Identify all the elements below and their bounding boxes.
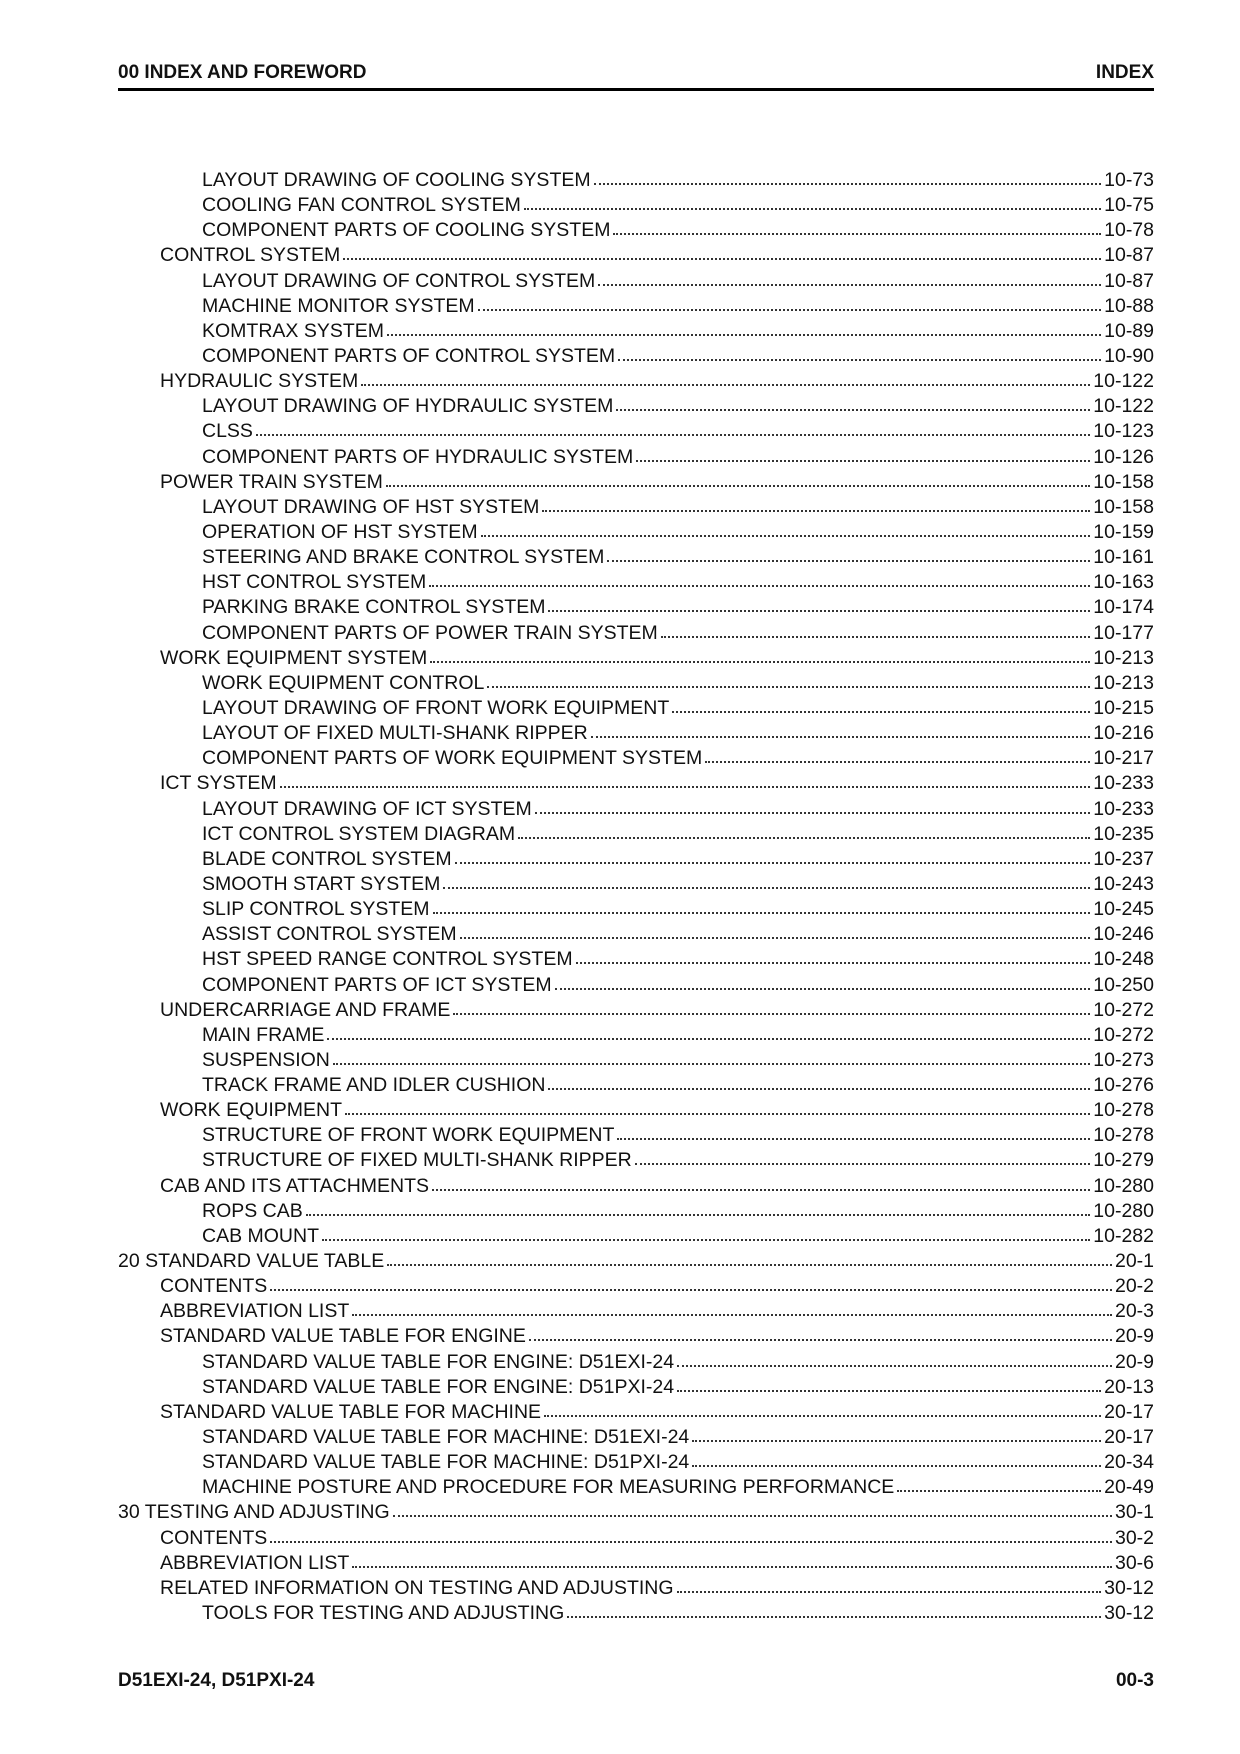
dot-leader [616,395,1090,411]
dot-leader [352,1300,1112,1316]
toc-entry[interactable] [118,219,1154,244]
toc-entry[interactable] [118,848,1154,873]
page-header [118,58,1154,84]
toc-entry-title: HST SPEED RANGE CONTROL SYSTEM [202,948,573,971]
toc-entry-title: MACHINE MONITOR SYSTEM [202,294,475,317]
toc-entry-page: 10-89 [1104,319,1154,342]
toc-entry[interactable] [118,1200,1154,1225]
toc-entry[interactable] [118,420,1154,445]
page-number: 00-3 [1115,1670,1154,1691]
toc-entry-title: STEERING AND BRAKE CONTROL SYSTEM [202,546,605,569]
toc-entry-title: COMPONENT PARTS OF WORK EQUIPMENT SYSTEM [202,747,703,770]
toc-entry-page: 10-272 [1093,998,1154,1021]
toc-entry[interactable] [118,571,1154,596]
toc-entry-page: 10-213 [1093,646,1154,669]
toc-entry[interactable] [118,622,1154,647]
toc-entry-title: COMPONENT PARTS OF COOLING SYSTEM [202,219,611,242]
toc-entry[interactable] [118,1175,1154,1200]
toc-entry[interactable] [118,1577,1154,1602]
toc-entry-page: 10-158 [1093,470,1154,493]
dot-leader [518,823,1090,839]
toc-entry-page: 10-246 [1093,923,1154,946]
toc-entry-page: 10-273 [1093,1048,1154,1071]
toc-entry-page: 10-174 [1093,596,1154,619]
toc-entry-title: STANDARD VALUE TABLE FOR ENGINE: D51PXI-24 [202,1375,675,1398]
toc-entry-page: 10-163 [1093,571,1154,594]
toc-entry-title: COOLING FAN CONTROL SYSTEM [202,194,521,217]
toc-entry-title: STANDARD VALUE TABLE FOR MACHINE: D51PXI-24 [202,1451,690,1474]
section-title: 00 INDEX AND FOREWORD [118,62,367,83]
toc-entry[interactable] [118,672,1154,697]
toc-entry[interactable] [118,1527,1154,1552]
dot-leader [280,772,1091,788]
toc-entry-title: ABBREVIATION LIST [160,1300,350,1323]
toc-entry-page: 20-3 [1114,1300,1154,1323]
dot-leader [672,697,1090,713]
toc-entry[interactable] [118,923,1154,948]
toc-entry[interactable] [118,1275,1154,1300]
toc-entry-page: 10-233 [1093,772,1154,795]
dot-leader [529,1325,1112,1341]
dot-leader [430,647,1090,663]
toc-entry-page: 10-235 [1093,822,1154,845]
toc-entry-page: 20-49 [1104,1476,1154,1499]
toc-entry-page: 30-12 [1104,1602,1154,1625]
toc-entry-title: COMPONENT PARTS OF HYDRAULIC SYSTEM [202,445,634,468]
toc-entry-page: 10-75 [1104,194,1154,217]
toc-entry-title: HYDRAULIC SYSTEM [160,370,359,393]
toc-entry-title: COMPONENT PARTS OF CONTROL SYSTEM [202,344,616,367]
toc-entry[interactable] [118,1602,1154,1627]
dot-leader [598,270,1101,286]
dot-leader [544,1401,1101,1417]
toc-entry-title: TRACK FRAME AND IDLER CUSHION [202,1074,546,1097]
toc-entry-page: 10-87 [1104,244,1154,267]
toc-entry-page: 10-158 [1093,495,1154,518]
dot-leader [343,244,1101,260]
toc-entry-title: COMPONENT PARTS OF POWER TRAIN SYSTEM [202,621,658,644]
toc-entry-title: STRUCTURE OF FRONT WORK EQUIPMENT [202,1124,615,1147]
toc-entry[interactable] [118,1074,1154,1099]
dot-leader [548,596,1090,612]
toc-entry[interactable] [118,546,1154,571]
toc-entry-title: LAYOUT DRAWING OF HST SYSTEM [202,495,540,518]
toc-entry-page: 30-12 [1104,1576,1154,1599]
toc-entry-title: HST CONTROL SYSTEM [202,571,427,594]
dot-leader [387,320,1101,336]
toc-entry-page: 20-34 [1104,1451,1154,1474]
dot-leader [386,471,1090,487]
toc-entry[interactable] [118,345,1154,370]
toc-entry-page: 10-122 [1093,370,1154,393]
toc-entry[interactable] [118,270,1154,295]
toc-entry-title: WORK EQUIPMENT SYSTEM [160,646,428,669]
toc-entry-page: 10-87 [1104,269,1154,292]
toc-entry[interactable] [118,169,1154,194]
toc-entry-title: LAYOUT OF FIXED MULTI-SHANK RIPPER [202,722,588,745]
toc-entry[interactable] [118,1149,1154,1174]
dot-leader [322,1225,1090,1241]
toc-entry-title: TOOLS FOR TESTING AND ADJUSTING [202,1602,565,1625]
dot-leader [576,948,1091,964]
dot-leader [306,1200,1091,1216]
toc-entry-page: 10-233 [1093,797,1154,820]
toc-entry[interactable] [118,1451,1154,1476]
toc-entry-page: 10-248 [1093,948,1154,971]
toc-entry[interactable] [118,1024,1154,1049]
toc-entry[interactable] [118,1351,1154,1376]
toc-entry-page: 20-9 [1114,1325,1154,1348]
toc-entry[interactable] [118,521,1154,546]
toc-entry-page: 10-78 [1104,219,1154,242]
dot-leader [635,1149,1091,1165]
toc-entry-title: MACHINE POSTURE AND PROCEDURE FOR MEASURING PERFORMANCE [202,1476,895,1499]
page-footer [118,1668,1154,1694]
toc-entry-title: CLSS [202,420,253,443]
toc-entry[interactable] [118,395,1154,420]
dot-leader [256,420,1090,436]
toc-entry-page: 10-279 [1093,1149,1154,1172]
toc-entry[interactable] [118,873,1154,898]
toc-entry-title: SUSPENSION [202,1048,330,1071]
toc-entry-title: LAYOUT DRAWING OF FRONT WORK EQUIPMENT [202,696,670,719]
dot-leader [524,194,1101,210]
toc-entry-title: 30 TESTING AND ADJUSTING [118,1501,390,1524]
dot-leader [555,974,1091,990]
toc-entry-page: 10-243 [1093,872,1154,895]
toc-entry-title: CAB AND ITS ATTACHMENTS [160,1174,430,1197]
toc-entry[interactable] [118,1049,1154,1074]
toc-entry[interactable] [118,697,1154,722]
toc-entry-title: STRUCTURE OF FIXED MULTI-SHANK RIPPER [202,1149,632,1172]
toc-entry-title: ROPS CAB [202,1199,303,1222]
dot-leader [613,219,1101,235]
toc-entry[interactable] [118,1376,1154,1401]
toc-entry-page: 10-245 [1093,898,1154,921]
toc-entry-page: 10-276 [1093,1074,1154,1097]
toc-entry[interactable] [118,1225,1154,1250]
toc-entry-page: 10-177 [1093,621,1154,644]
toc-entry[interactable] [118,496,1154,521]
toc-entry-title: LAYOUT DRAWING OF ICT SYSTEM [202,797,532,820]
toc-entry-title: MAIN FRAME [202,1023,325,1046]
toc-entry-page: 10-123 [1093,420,1154,443]
dot-leader [677,1351,1112,1367]
dot-leader [548,1074,1090,1090]
dot-leader [542,496,1090,512]
toc-entry[interactable] [118,244,1154,269]
dot-leader [270,1275,1112,1291]
toc-entry-page: 10-280 [1093,1199,1154,1222]
toc-entry[interactable] [118,1099,1154,1124]
toc-entry[interactable] [118,295,1154,320]
toc-entry-page: 30-6 [1114,1551,1154,1574]
dot-leader [270,1527,1112,1543]
toc-entry-title: LAYOUT DRAWING OF CONTROL SYSTEM [202,269,596,292]
toc-entry[interactable] [118,722,1154,747]
toc-entry[interactable] [118,747,1154,772]
dot-leader [455,848,1091,864]
model-name: D51EXI-24, D51PXI-24 [118,1670,315,1691]
toc-entry-title: CONTENTS [160,1275,268,1298]
dot-leader [567,1602,1101,1618]
toc-entry-title: LAYOUT DRAWING OF HYDRAULIC SYSTEM [202,395,614,418]
toc-entry-page: 20-17 [1104,1426,1154,1449]
toc-entry-page: 10-280 [1093,1174,1154,1197]
toc-entry-title: RELATED INFORMATION ON TESTING AND ADJUSTING [160,1576,674,1599]
toc-entry-title: STANDARD VALUE TABLE FOR ENGINE: D51EXI-24 [202,1350,675,1373]
toc-entry[interactable] [118,974,1154,999]
toc-entry-title: SMOOTH START SYSTEM [202,872,441,895]
toc-entry[interactable] [118,1124,1154,1149]
toc-entry[interactable] [118,1300,1154,1325]
toc-entry-page: 10-215 [1093,696,1154,719]
toc-entry-page: 10-272 [1093,1023,1154,1046]
toc-entry[interactable] [118,798,1154,823]
dot-leader [453,999,1090,1015]
toc-entry-page: 10-88 [1104,294,1154,317]
dot-leader [433,898,1091,914]
dot-leader [897,1476,1101,1492]
toc-entry[interactable] [118,1426,1154,1451]
toc-entry[interactable] [118,1552,1154,1577]
toc-entry-page: 10-122 [1093,395,1154,418]
dot-leader [677,1376,1101,1392]
toc-entry-title: KOMTRAX SYSTEM [202,319,385,342]
toc-entry[interactable] [118,823,1154,848]
toc-entry-title: SLIP CONTROL SYSTEM [202,898,430,921]
toc-entry[interactable] [118,647,1154,672]
dot-leader [352,1552,1112,1568]
toc-entry-page: 30-1 [1114,1501,1154,1524]
dot-leader [487,672,1090,688]
toc-entry-title: COMPONENT PARTS OF ICT SYSTEM [202,973,552,996]
dot-leader [677,1577,1102,1593]
toc-entry-page: 20-1 [1114,1250,1154,1273]
dot-leader [705,747,1090,763]
toc-entry-title: PARKING BRAKE CONTROL SYSTEM [202,596,546,619]
dot-leader [478,295,1101,311]
toc-entry-title: POWER TRAIN SYSTEM [160,470,383,493]
toc-entry-page: 20-17 [1104,1400,1154,1423]
toc-entry-title: STANDARD VALUE TABLE FOR MACHINE: D51EXI-24 [202,1426,690,1449]
toc-entry[interactable] [118,999,1154,1024]
toc-entry-title: STANDARD VALUE TABLE FOR ENGINE [160,1325,526,1348]
toc-entry-title: 20 STANDARD VALUE TABLE [118,1250,385,1273]
toc-entry[interactable] [118,1325,1154,1350]
dot-leader [618,345,1101,361]
toc-entry-page: 10-278 [1093,1124,1154,1147]
dot-leader [594,169,1102,185]
dot-leader [692,1426,1101,1442]
dot-leader [327,1024,1090,1040]
toc-entry-title: OPERATION OF HST SYSTEM [202,520,478,543]
dot-leader [429,571,1090,587]
dot-leader [607,546,1090,562]
dot-leader [333,1049,1090,1065]
toc-entry-page: 20-2 [1114,1275,1154,1298]
dot-leader [661,622,1091,638]
toc-entry[interactable] [118,194,1154,219]
dot-leader [692,1451,1101,1467]
toc-entry[interactable] [118,1501,1154,1526]
toc-entry-page: 10-217 [1093,747,1154,770]
toc-entry-page: 10-161 [1093,546,1154,569]
toc-entry-title: ASSIST CONTROL SYSTEM [202,923,457,946]
dot-leader [636,446,1090,462]
toc-entry-page: 10-250 [1093,973,1154,996]
toc-entry[interactable] [118,772,1154,797]
toc-entry-page: 10-278 [1093,1099,1154,1122]
toc-entry[interactable] [118,446,1154,471]
toc-entry-page: 20-13 [1104,1375,1154,1398]
toc-entry[interactable] [118,898,1154,923]
toc-entry-page: 10-213 [1093,671,1154,694]
toc-entry[interactable] [118,320,1154,345]
toc-entry[interactable] [118,471,1154,496]
table-of-contents [118,169,1154,1627]
toc-entry[interactable] [118,1476,1154,1501]
header-label: INDEX [1095,62,1154,83]
dot-leader [481,521,1091,537]
toc-entry-title: ABBREVIATION LIST [160,1551,350,1574]
toc-entry-page: 10-216 [1093,722,1154,745]
toc-entry-title: CAB MOUNT [202,1224,319,1247]
toc-entry-title: BLADE CONTROL SYSTEM [202,847,452,870]
dot-leader [361,370,1090,386]
toc-entry-title: STANDARD VALUE TABLE FOR MACHINE [160,1400,542,1423]
toc-entry-title: UNDERCARRIAGE AND FRAME [160,998,451,1021]
toc-entry-page: 10-282 [1093,1224,1154,1247]
dot-leader [617,1124,1090,1140]
toc-entry-page: 10-90 [1104,344,1154,367]
dot-leader [535,798,1091,814]
toc-entry-title: CONTROL SYSTEM [160,244,341,267]
toc-entry-page: 10-73 [1104,169,1154,191]
toc-entry-page: 30-2 [1114,1526,1154,1549]
toc-entry-title: LAYOUT DRAWING OF COOLING SYSTEM [202,169,591,191]
toc-entry-page: 10-126 [1093,445,1154,468]
toc-entry-title: CONTENTS [160,1526,268,1549]
toc-entry-title: ICT CONTROL SYSTEM DIAGRAM [202,822,516,845]
toc-entry-title: WORK EQUIPMENT CONTROL [202,671,485,694]
toc-entry-page: 10-159 [1093,520,1154,543]
dot-leader [460,923,1091,939]
dot-leader [345,1099,1090,1115]
dot-leader [432,1175,1090,1191]
toc-entry-page: 10-237 [1093,847,1154,870]
dot-leader [387,1250,1112,1266]
toc-entry[interactable] [118,596,1154,621]
toc-entry[interactable] [118,948,1154,973]
toc-entry[interactable] [118,1250,1154,1275]
toc-entry[interactable] [118,1401,1154,1426]
dot-leader [591,722,1091,738]
toc-entry-title: ICT SYSTEM [160,772,277,795]
dot-leader [393,1501,1112,1517]
toc-entry-title: WORK EQUIPMENT [160,1099,343,1122]
header-rule [118,88,1154,91]
toc-entry-page: 20-9 [1114,1350,1154,1373]
dot-leader [443,873,1090,889]
toc-entry[interactable] [118,370,1154,395]
